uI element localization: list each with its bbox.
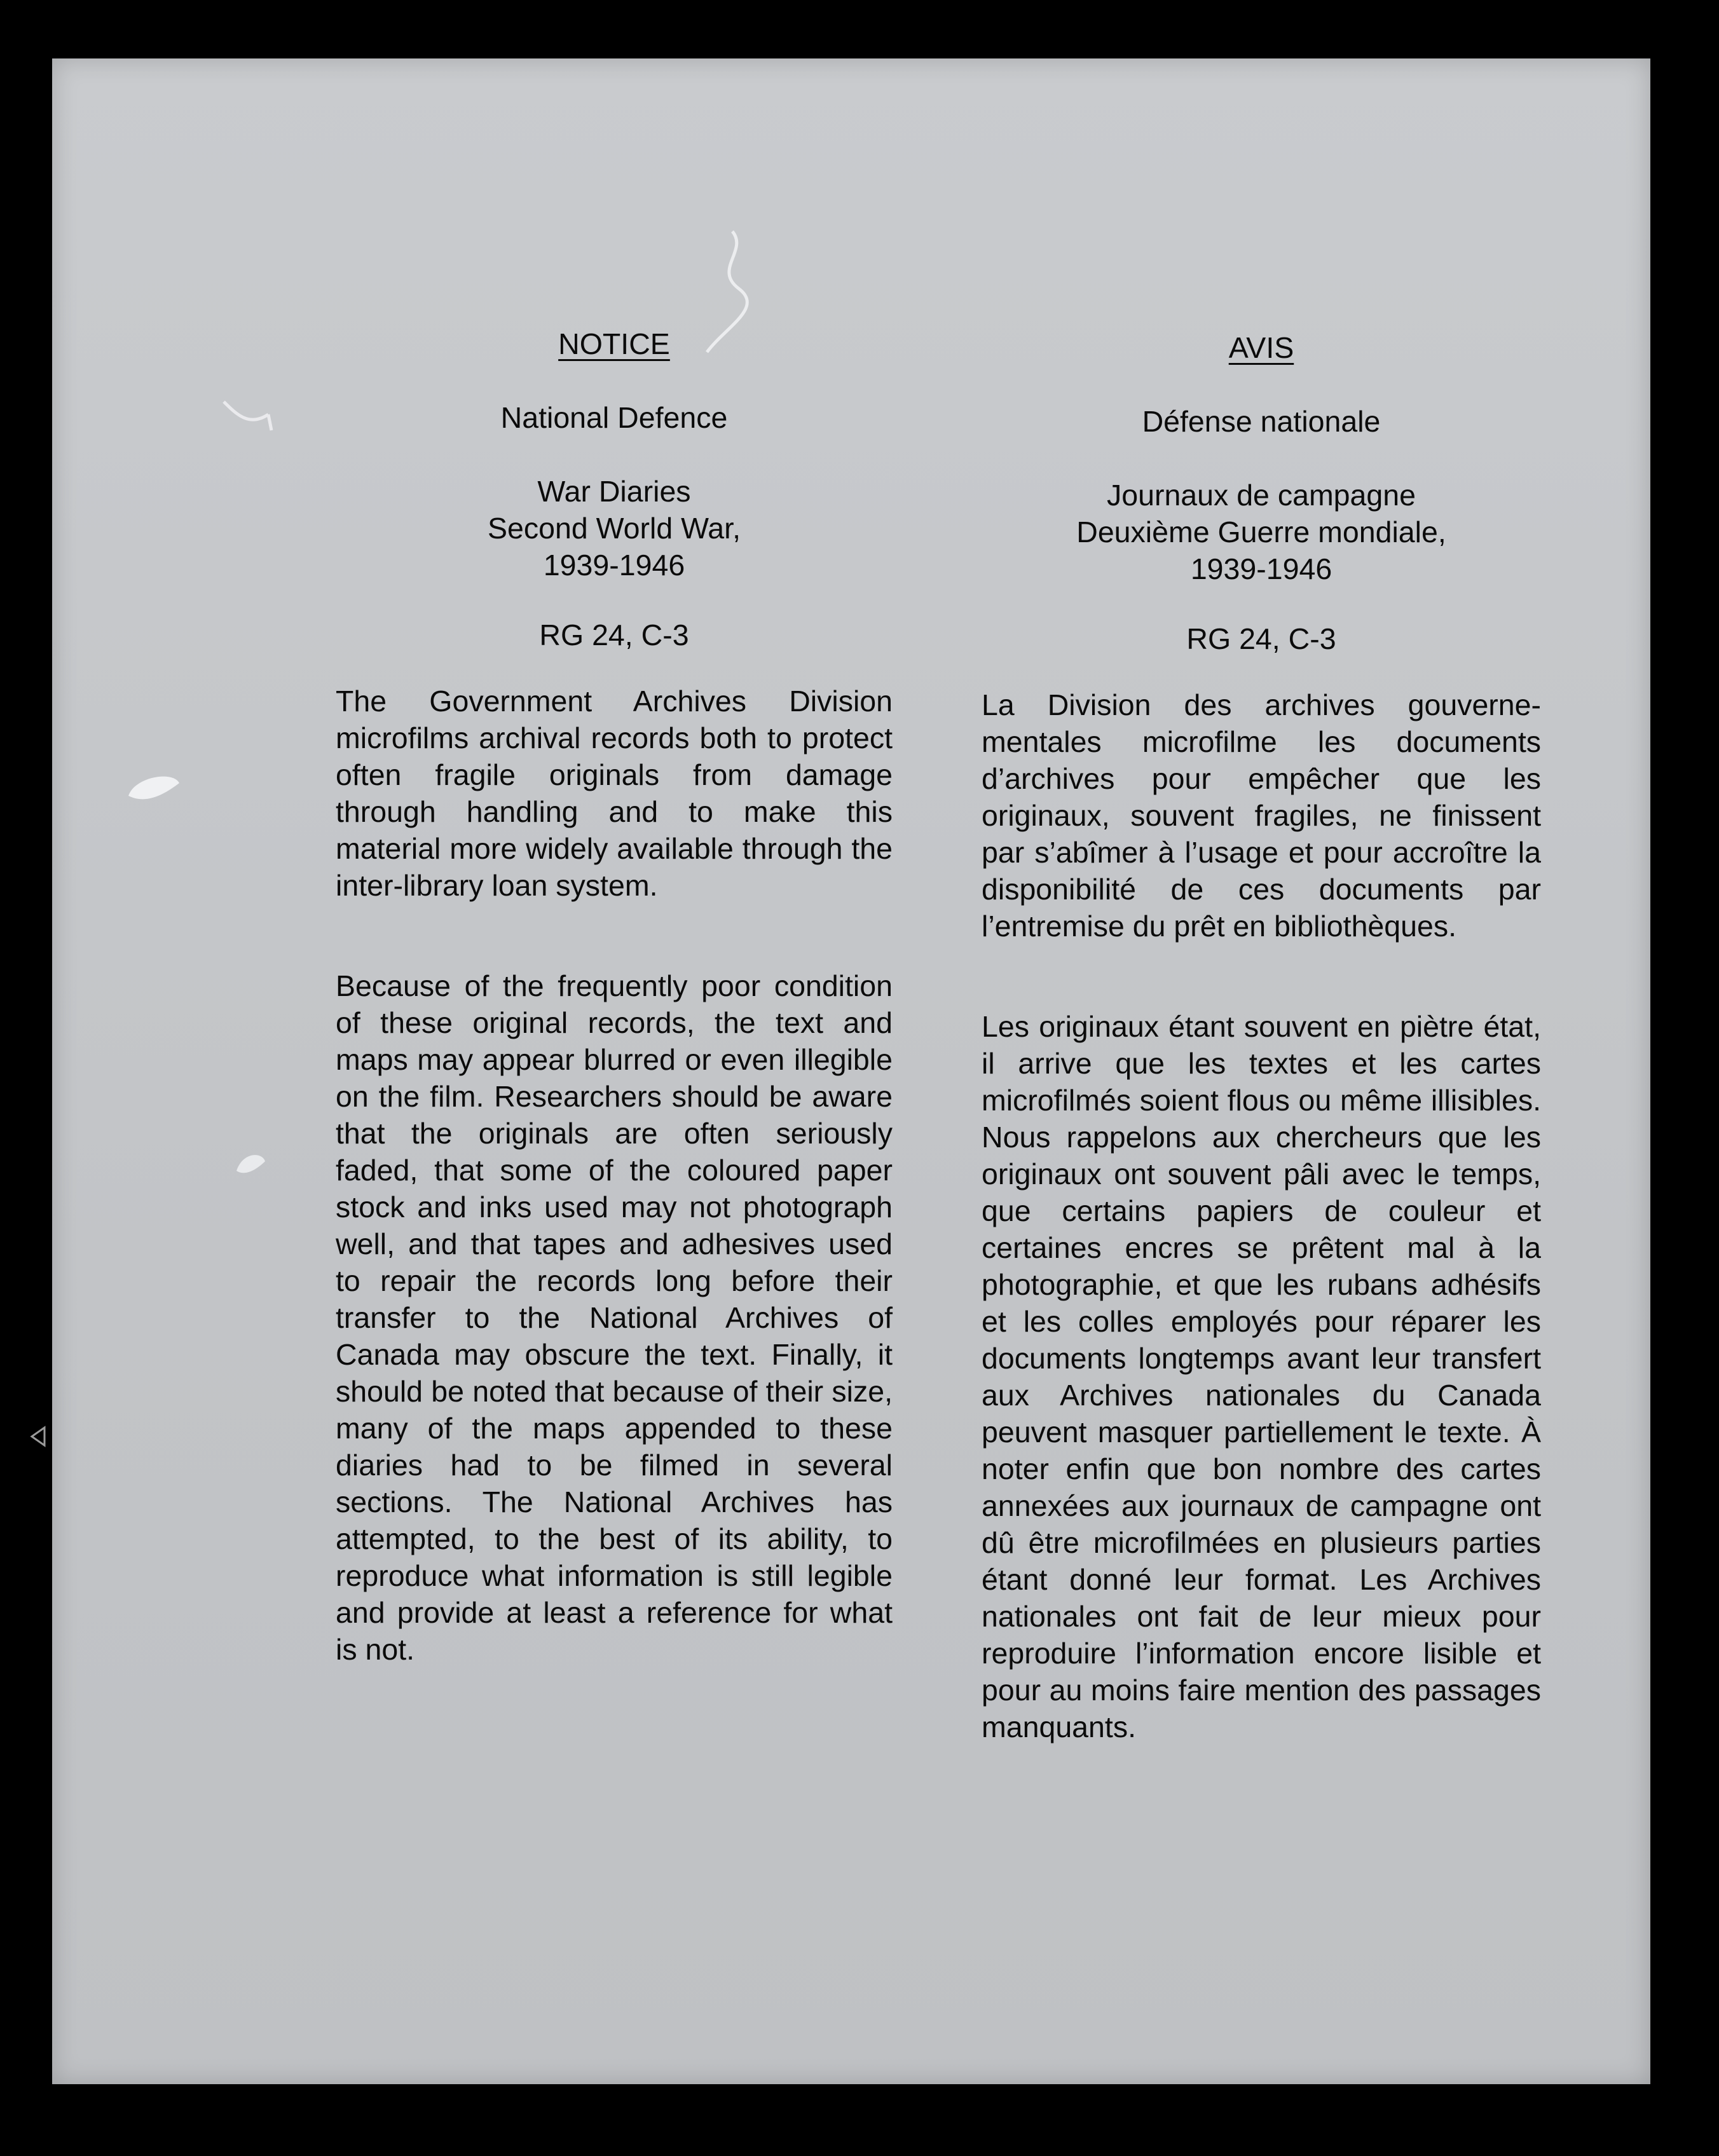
notice-french-column — [982, 329, 1541, 1745]
department-name: National Defence — [500, 401, 728, 434]
record-group-reference-fr: RG 24, C-3 — [1186, 622, 1336, 655]
series-date-range: 1939-1946 — [543, 549, 685, 582]
condition-paragraph: Because of the frequently poor condition of these original records, the text and maps may appear blurred or even illegible on the film. Researchers should be aware that the originals are often seriously faded, that some of the coloured paper stock and inks used may not photograph well, and that tapes and adhesives used to repair the records long before their transfer to the National Archives of Canada may obscure the text. Finally, it should be noted that because of their size, many of the maps appended to these diaries had to be filmed in several sections. The National Archives has attempted, to the best of its ability, to reproduce what information is still legible and provide at least a reference for what is not. — [336, 969, 893, 1666]
avis-heading: AVIS — [1228, 331, 1294, 364]
scan-artifact-fleck — [224, 1139, 275, 1190]
series-title-line-fr: Journaux de campagne — [1106, 479, 1416, 512]
department-name-fr: Défense nationale — [1142, 405, 1381, 438]
series-title-line-fr: Deuxième Guerre mondiale, — [1076, 515, 1446, 549]
intro-paragraph-fr: La Division des archives gouverne-mentales microfilme les documents d’archives pour empêcher que les originaux, souvent fragiles, ne finissent par s’abîmer à l’usage et pour accroître la disponibilité de ces documents par l’entremise du prêt en bibliothèques. — [982, 688, 1541, 943]
notice-english-column — [336, 325, 893, 1668]
series-title-line: War Diaries — [537, 475, 691, 508]
series-title-fr — [982, 477, 1541, 587]
condition-paragraph-fr: Les originaux étant souvent en piètre état, il arrive que les textes et les cartes microfilmés soient flous ou même illisibles. Nous rappelons aux chercheurs que les originaux ont souvent pâli avec le temps, que certains papiers de couleur et certaines encres se prêtent mal à la photographie, et que les rubans adhésifs et les colles employés pour réparer les documents longtemps avant leur transfert aux Archives nationales du Canada peuvent masquer partiellement le texte. À noter enfin que bon nombre des cartes annexées aux journaux de campagne ont dû être microfilmées en plusieurs parties étant donné leur format. Les Archives nationales ont fait de leur mieux pour reproduire l’information encore lisible et pour au moins faire mention des passages manquants. — [982, 1010, 1541, 1743]
series-date-range-fr: 1939-1946 — [1190, 552, 1332, 585]
scan-artifact-hook — [211, 376, 287, 440]
scan-artifact-blob — [116, 758, 192, 821]
notice-heading: NOTICE — [558, 327, 670, 360]
series-title — [336, 473, 893, 583]
film-edge-marker-icon — [25, 1424, 51, 1449]
document-page — [52, 58, 1650, 2084]
record-group-reference: RG 24, C-3 — [539, 618, 689, 652]
intro-paragraph: The Government Archives Division microfilms archival records both to protect often fragile originals from damage through handling and to make this material more widely available through the inter-library loan system. — [336, 685, 893, 902]
series-title-line: Second World War, — [488, 512, 741, 545]
